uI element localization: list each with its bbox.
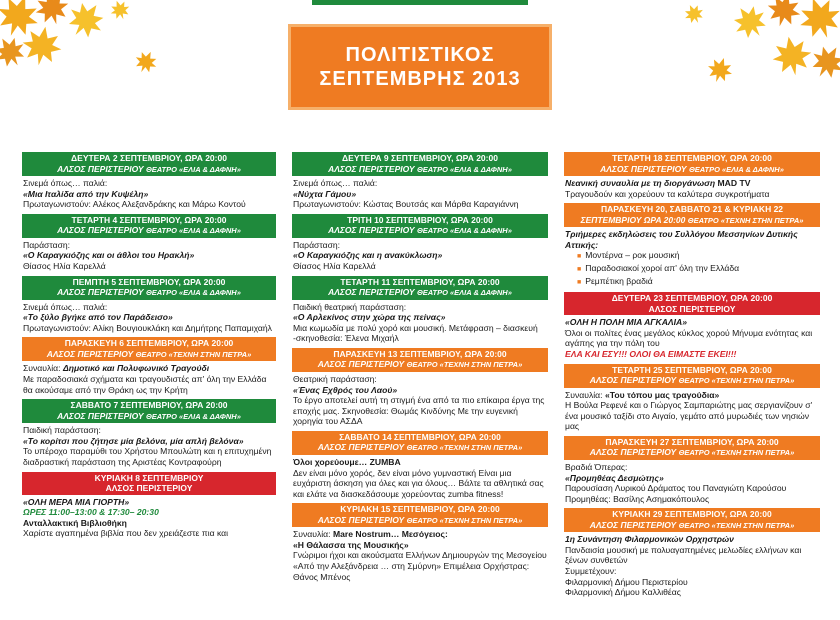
event-header (292, 503, 548, 527)
event-participant: Φιλαρμονική Δήμου Καλλιθέας (565, 587, 681, 598)
event-title: «Το ξύλο βγήκε από τον Παράδεισο» (23, 312, 173, 323)
event-title: «ΟΛΗ ΜΕΡΑ ΜΙΑ ΓΙΟΡΤΗ» (23, 496, 130, 507)
event-theatre: ΘΕΑΤΡΟ «ΤΕΧΝΗ ΣΤΗΝ ΠΕΤΡΑ» (406, 443, 523, 453)
event-date: ΠΑΡΑΣΚΕΥΗ 13 ΣΕΠΤΕΜΒΡΙΟΥ, ΩΡΑ 20:00 (333, 348, 507, 359)
event-date: ΤΕΤΑΡΤΗ 18 ΣΕΠΤΕΜΒΡΙΟΥ, ΩΡΑ 20:00 (612, 153, 772, 163)
event-sep-2 (22, 152, 276, 211)
event-title: «Το κορίτσι που ζήτησε μία βελόνα, μία απλή βελόνα» (23, 435, 244, 446)
event-sep-27 (564, 436, 820, 505)
leaf-icon (0, 31, 31, 73)
event-sep-15 (292, 503, 548, 583)
event-date: ΔΕΥΤΕΡΑ 23 ΣΕΠΤΕΜΒΡΙΟΥ, ΩΡΑ 20:00 (611, 293, 773, 304)
event-category: Σινεμά όπως… παλιά: (293, 178, 378, 188)
event-details: Παρουσίαση Λυρικού Δράματος του Παναγιώτη Καρούσου Προμηθέας: Βασίλης Ασημακόπουλος (565, 483, 787, 504)
event-theatre: ΘΕΑΤΡΟ «ΤΕΧΝΗ ΣΤΗΝ ΠΕΤΡΑ» (678, 448, 795, 458)
event-title: «Ο Αρλεκίνος στην χώρα της πείνας» (293, 312, 446, 323)
event-sep-6 (22, 337, 276, 396)
event-details: Θίασος Ηλία Καρελλά (293, 260, 376, 271)
event-theatre: ΘΕΑΤΡΟ «ΕΛΙΑ & ΔΑΦΝΗ» (145, 226, 241, 236)
event-date: ΣΑΒΒΑΤΟ 14 ΣΕΠΤΕΜΒΡΙΟΥ, ΩΡΑ 20:00 (339, 431, 501, 442)
event-header (292, 152, 548, 176)
event-theatre: ΘΕΑΤΡΟ «ΕΛΙΑ & ΔΑΦΝΗ» (416, 226, 512, 236)
event-venue: ΑΛΣΟΣ ΠΕΡΙΣΤΕΡΙΟΥ (46, 348, 134, 359)
event-bullet: ■ Ρεμπέτικη βραδιά (577, 276, 819, 289)
event-header (564, 508, 820, 532)
leaf-icon (31, 0, 72, 29)
event-sep-18 (564, 152, 820, 200)
event-sep-4 (22, 214, 276, 273)
event-date: ΚΥΡΙΑΚΗ 8 ΣΕΠΤΕΜΒΡΙΟΥ (94, 472, 204, 483)
event-details: Όλοι οι πολίτες ένας μεγάλος κύκλος χορού Μήνυμα ενότητας και αγάπης για την πόλη του (565, 327, 813, 349)
event-header (564, 152, 820, 176)
event-venue: ΑΛΣΟΣ ΠΕΡΙΣΤΕΡΙΟΥ (589, 447, 677, 458)
event-theatre: ΘΕΑΤΡΟ «ΕΛΙΑ & ΔΑΦΝΗ» (688, 164, 784, 174)
event-title: «Νύχτα Γάμου» (293, 188, 357, 199)
event-venue: ΑΛΣΟΣ ΠΕΡΙΣΤΕΡΙΟΥ (57, 410, 144, 421)
event-category: Παράσταση: (293, 239, 341, 250)
event-venue: ΑΛΣΟΣ ΠΕΡΙΣΤΕΡΙΟΥ (57, 163, 144, 174)
event-category: Σινεμά όπως… παλιά: (23, 301, 108, 312)
event-date: ΤΕΤΑΡΤΗ 25 ΣΕΠΤΕΜΒΡΙΟΥ, ΩΡΑ 20:00 (612, 364, 772, 375)
event-title: 1η Συνάντηση Φιλαρμονικών Ορχηστρών (565, 534, 734, 545)
event-details: Δεν είναι μόνο χορός, δεν είναι μόνο γυμναστική Είναι μια ευχάριστη άσκηση για όλες και για όλους… Βάλτε τα αθλητικά σας και ελάτε να διασκεδάσουμε χορεύοντας zumba fitness! (293, 467, 544, 499)
event-details: Μια κωμωδία με πολύ χορό και μουσική. Μετάφραση – διασκευή -σκηνοθεσία: Έλενα Μιχαήλ (293, 322, 538, 344)
event-title: Τριήμερες εκδηλώσεις του Συλλόγου Μεσσηνίων Δυτικής Αττικής: (565, 229, 798, 250)
event-date: ΚΥΡΙΑΚΗ 15 ΣΕΠΤΕΜΒΡΙΟΥ, ΩΡΑ 20:00 (340, 504, 500, 515)
event-sep-11 (292, 276, 548, 345)
event-venue: ΑΛΣΟΣ ΠΕΡΙΣΤΕΡΙΟΥ (648, 303, 736, 314)
leaf-icon (61, 0, 112, 45)
page-title-line1: ΠΟΛΙΤΙΣΤΙΚΟΣ (345, 44, 495, 66)
event-date: ΣΑΒΒΑΤΟ 7 ΣΕΠΤΕΜΒΡΙΟΥ, ΩΡΑ 20:00 (70, 400, 228, 411)
schedule-column-1 (22, 152, 276, 543)
event-venue: ΑΛΣΟΣ ΠΕΡΙΣΤΕΡΙΟΥ (328, 225, 415, 236)
event-participant: Φιλαρμονική Δήμου Περιστερίου (565, 576, 688, 587)
event-details: Με παραδοσιακά σχήματα και τραγουδιστές απ' όλη την Ελλάδα θα ακούσαμε από την Θράκη ως την Κρήτη (23, 373, 267, 395)
event-date: ΤΕΤΑΡΤΗ 4 ΣΕΠΤΕΜΒΡΙΟΥ, ΩΡΑ 20:00 (71, 214, 227, 225)
event-details: Πρωταγωνιστούν: Κώστας Βουτσάς και Μάρθα Καραγιάννη (293, 199, 519, 210)
leaf-icon (704, 54, 736, 86)
event-category: Συναυλία: (293, 529, 333, 540)
event-date: ΠΑΡΑΣΚΕΥΗ 6 ΣΕΠΤΕΜΒΡΙΟΥ, ΩΡΑ 20:00 (64, 338, 234, 349)
leaf-icon (769, 33, 814, 78)
event-header (564, 364, 820, 388)
maple-leaves-left-decoration (0, 0, 160, 80)
event-details: Το υπέροχο παραμύθι του Χρήστου Μπουλώτη και η επιτυχημένη διαδραστική παράσταση της Αριστέας Κοντραφούρη (23, 446, 272, 467)
leaf-icon (763, 0, 804, 31)
event-title: Όλοι χορεύουμε… ZUMBA (293, 456, 401, 467)
event-category: Νεανική συναυλία με τη διοργάνωση (565, 178, 718, 188)
event-header (292, 348, 548, 372)
event-venue: ΑΛΣΟΣ ΠΕΡΙΣΤΕΡΙΟΥ (317, 514, 405, 525)
event-sep-9 (292, 152, 548, 211)
event-details: Χαρίστε αγαπημένα βιβλία που δεν χρειάζεστε πια και (23, 528, 229, 539)
event-title: «Μια Ιταλίδα από την Κυψέλη» (23, 188, 149, 199)
event-theatre: ΘΕΑΤΡΟ «ΤΕΧΝΗ ΣΤΗΝ ΠΕΤΡΑ» (135, 349, 252, 359)
event-header (22, 152, 276, 176)
event-date: ΔΕΥΤΕΡΑ 9 ΣΕΠΤΕΜΒΡΙΟΥ, ΩΡΑ 20:00 (342, 153, 498, 163)
page-title-line2: ΣΕΠΤΕΜΒΡΗΣ 2013 (319, 68, 521, 90)
event-header (22, 337, 276, 361)
event-venue: ΑΛΣΟΣ ΠΕΡΙΣΤΕΡΙΟΥ (105, 483, 193, 493)
event-sep-14 (292, 431, 548, 500)
event-date: ΤΕΤΑΡΤΗ 11 ΣΕΠΤΕΜΒΡΙΟΥ, ΩΡΑ 20:00 (340, 276, 500, 287)
event-hours: ΩΡΕΣ 11:00–13:00 & 17:30– 20:30 (23, 507, 159, 518)
event-header (22, 214, 276, 238)
event-sep-7 (22, 399, 276, 468)
event-venue: ΣΕΠΤΕΜΒΡΙΟΥ ΩΡΑ 20:00 (580, 214, 686, 225)
event-title: Δημοτικό και Πολυφωνικό Τραγούδι (62, 363, 210, 374)
event-details: Το έργο αποτελεί αυτή τη στιγμή ένα από τα πιο επίκαιρα έργα της εποχής μας. Σκηνοθεσία: Θωμάς Κινδύνης Με την ευγενική χορηγία του ΑΣΔΑ (293, 395, 545, 427)
maple-leaves-right-decoration (680, 0, 840, 95)
event-category: Συναυλία: (565, 389, 605, 400)
event-title: «Ένας Εχθρός του Λαού» (293, 384, 398, 395)
event-sep-25 (564, 364, 820, 433)
event-bullet: ■ Μοντέρνα – ροκ μουσική (577, 250, 819, 263)
event-category: Βραδιά Όπερας: (565, 461, 628, 472)
event-category: Σινεμά όπως… παλιά: (23, 178, 108, 188)
event-date: ΤΡΙΤΗ 10 ΣΕΠΤΕΜΒΡΙΟΥ, ΩΡΑ 20:00 (347, 214, 493, 225)
event-title: «Ο Καραγκιόζης και οι άθλοι του Ηρακλή» (23, 250, 195, 261)
event-details: Γνώριμοι ήχοι και ακούσματα Ελλήνων Δημιουργών της Μεσογείου «Από την Αλεξάνδρεια … στη Σμύρνη» Επιμέλεια Ορχήστρας: Θάνος Μπένος (293, 550, 547, 582)
event-sep-8 (22, 472, 276, 540)
event-bullet: ■ Παραδοσιακοί χοροί απ' όλη την Ελλάδα (577, 263, 819, 276)
event-venue: ΑΛΣΟΣ ΠΕΡΙΣΤΕΡΙΟΥ (317, 442, 405, 453)
event-venue: ΑΛΣΟΣ ΠΕΡΙΣΤΕΡΙΟΥ (600, 163, 687, 174)
event-sep-10 (292, 214, 548, 273)
event-date: ΠΑΡΑΣΚΕΥΗ 20, ΣΑΒΒΑΤΟ 21 & ΚΥΡΙΑΚΗ 22 (600, 204, 784, 215)
event-details: Πρωταγωνιστούν: Αλίκη Βουγιουκλάκη και Δημήτρης Παπαμιχαήλ (23, 322, 272, 333)
event-details: Τραγουδούν και χορεύουν τα καλύτερα συγκροτήματα (565, 188, 770, 199)
event-details: Η Βούλα Ρεφενέ και ο Γιώργος Σαμπαριώτης μας σεργιανίζουν σ' ένα μουσικό ταξίδι στο Αιγαίο, γεμάτο από μυρωδιές των νησιών μας (565, 400, 813, 432)
event-venue: ΑΛΣΟΣ ΠΕΡΙΣΤΕΡΙΟΥ (57, 225, 144, 236)
event-theatre: ΘΕΑΤΡΟ «ΤΕΧΝΗ ΣΤΗΝ ΠΕΤΡΑ» (406, 515, 523, 525)
leaf-icon (107, 0, 132, 23)
event-participants-label: Συμμετέχουν: (565, 566, 617, 577)
event-theatre: ΘΕΑΤΡΟ «ΕΛΙΑ & ΔΑΦΝΗ» (145, 411, 241, 421)
event-venue: ΑΛΣΟΣ ΠΕΡΙΣΤΕΡΙΟΥ (57, 287, 144, 298)
event-theatre: ΘΕΑΤΡΟ «ΕΛΙΑ & ΔΑΦΝΗ» (145, 288, 241, 298)
leaf-icon (19, 23, 64, 68)
event-header (22, 276, 276, 300)
event-header (22, 472, 276, 495)
schedule-column-3 (564, 152, 820, 602)
event-theatre: ΘΕΑΤΡΟ «ΤΕΧΝΗ ΣΤΗΝ ΠΕΤΡΑ» (406, 360, 523, 370)
event-theatre: ΘΕΑΤΡΟ «ΤΕΧΝΗ ΣΤΗΝ ΠΕΤΡΑ» (678, 376, 795, 386)
event-header (564, 292, 820, 315)
event-sep-23 (564, 292, 820, 360)
schedule-column-2 (292, 152, 548, 586)
event-theatre: ΘΕΑΤΡΟ «ΕΛΙΑ & ΔΑΦΝΗ» (416, 164, 512, 174)
event-category: Παιδική θεατρική παράσταση: (293, 301, 407, 312)
event-sep-20-22 (564, 203, 820, 289)
event-title: «Του τόπου μας τραγούδια» (604, 389, 720, 400)
event-date: ΚΥΡΙΑΚΗ 29 ΣΕΠΤΕΜΒΡΙΟΥ, ΩΡΑ 20:00 (612, 509, 772, 520)
event-header (292, 431, 548, 455)
event-title: Mare Nostrum… Μεσόγειος: (332, 529, 448, 540)
leaf-icon (793, 0, 840, 45)
event-date: ΔΕΥΤΕΡΑ 2 ΣΕΠΤΕΜΒΡΙΟΥ, ΩΡΑ 20:00 (71, 153, 227, 163)
event-date: ΠΕΜΠΤΗ 5 ΣΕΠΤΕΜΒΡΙΟΥ, ΩΡΑ 20:00 (72, 276, 226, 287)
event-venue: ΑΛΣΟΣ ΠΕΡΙΣΤΕΡΙΟΥ (328, 287, 415, 298)
event-theatre: ΘΕΑΤΡΟ «ΕΛΙΑ & ΔΑΦΝΗ» (416, 288, 512, 298)
event-details: Πρωταγωνιστούν: Αλέκος Αλεξανδράκης και Μάρω Κοντού (23, 199, 246, 210)
leaf-icon (727, 0, 774, 45)
page-title-banner (288, 24, 552, 110)
event-title: «Ο Καραγκιόζης και η ανακύκλωση» (293, 250, 443, 261)
event-sep-29 (564, 508, 820, 599)
leaf-icon (681, 1, 707, 27)
event-category: Θεατρική παράσταση: (293, 373, 377, 384)
event-subtitle: Ανταλλακτική Βιβλιοθήκη (23, 517, 127, 528)
event-sep-13 (292, 348, 548, 428)
event-header (292, 276, 548, 300)
event-category: Συναυλία: (23, 363, 63, 374)
top-green-strip (312, 0, 528, 5)
event-subtitle: «Η Θάλασσα της Μουσικής» (293, 539, 409, 550)
event-slogan: ΕΛΑ ΚΑΙ ΕΣΥ!!! ΟΛΟΙ ΘΑ ΕΙΜΑΣΤΕ ΕΚΕΙ!!! (565, 348, 737, 359)
event-header (564, 436, 820, 460)
event-title: «ΟΛΗ Η ΠΟΛΗ ΜΙΑ ΑΓΚΑΛΙΑ» (565, 317, 688, 328)
event-title: «Προμηθέας Δεσμώτης» (565, 472, 664, 483)
event-theatre: ΘΕΑΤΡΟ «ΕΛΙΑ & ΔΑΦΝΗ» (145, 164, 241, 174)
event-category: Παράσταση: (23, 239, 71, 250)
event-theatre: ΘΕΑΤΡΟ «ΤΕΧΝΗ ΣΤΗΝ ΠΕΤΡΑ» (687, 215, 804, 225)
event-venue: ΑΛΣΟΣ ΠΕΡΙΣΤΕΡΙΟΥ (589, 519, 677, 530)
event-header (22, 399, 276, 423)
event-details: Θίασος Ηλία Καρελλά (23, 260, 106, 271)
event-header (292, 214, 548, 238)
event-venue: ΑΛΣΟΣ ΠΕΡΙΣΤΕΡΙΟΥ (317, 359, 405, 370)
event-title: MAD TV (717, 178, 751, 188)
leaf-icon (131, 47, 160, 77)
leaf-icon (805, 39, 840, 85)
event-venue: ΑΛΣΟΣ ΠΕΡΙΣΤΕΡΙΟΥ (589, 375, 677, 386)
event-venue: ΑΛΣΟΣ ΠΕΡΙΣΤΕΡΙΟΥ (328, 163, 415, 174)
event-header (564, 203, 820, 227)
event-sep-5 (22, 276, 276, 335)
event-date: ΠΑΡΑΣΚΕΥΗ 27 ΣΕΠΤΕΜΒΡΙΟΥ, ΩΡΑ 20:00 (605, 436, 779, 447)
event-details: Πανδαισία μουσική με πολυαγαπημένες μελωδίες ελλήνων και ξένων συνθετών (565, 544, 802, 566)
event-theatre: ΘΕΑΤΡΟ «ΤΕΧΝΗ ΣΤΗΝ ΠΕΤΡΑ» (678, 520, 795, 530)
event-category: Παιδική παράσταση: (23, 425, 101, 436)
